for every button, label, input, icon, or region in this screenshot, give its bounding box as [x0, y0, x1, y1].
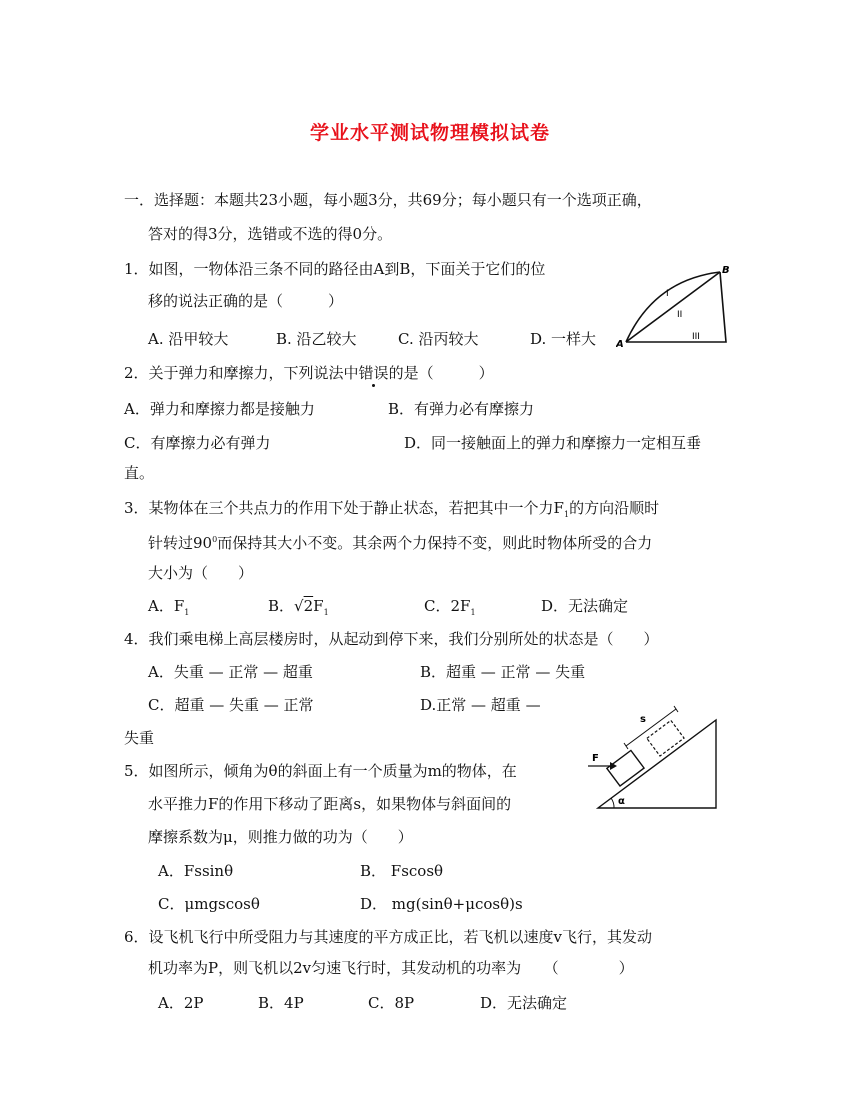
q3-option-d: D．无法确定 — [541, 597, 629, 615]
q5-stem-line1: 5．如图所示，倾角为θ的斜面上有一个质量为m的物体，在 — [124, 762, 517, 780]
q4-option-a: A．失重 — 正常 — 超重 — [148, 663, 313, 681]
q2-option-a: A．弹力和摩擦力都是接触力 — [124, 400, 315, 418]
q3-line1-sub: 1 — [563, 510, 570, 519]
force-label: F — [592, 753, 599, 764]
q2-option-d-tail: 直。 — [124, 464, 155, 482]
q3-line2-a: 针转过90 — [148, 534, 213, 552]
q2-stem-a: 2．关于弹力和摩擦力，下列说法中 — [124, 364, 359, 382]
page-title: 学业水平测试物理模拟试卷 — [309, 122, 550, 144]
q3-stem-line2 — [148, 530, 652, 553]
q3-option-b-radicand: 2 — [303, 597, 314, 615]
q1-stem-line2: 移的说法正确的是（ ） — [148, 292, 344, 310]
q2-option-d: D．同一接触面上的弹力和摩擦力一定相互垂 — [404, 434, 702, 452]
path-i-label: I — [666, 289, 669, 299]
q3-option-b-sub: 1 — [323, 608, 329, 617]
q6-option-b: B．4P — [258, 994, 304, 1012]
q6-option-a: A．2P — [158, 994, 204, 1012]
section-instructions-line2: 答对的得3分，选错或不选的得0分。 — [148, 225, 393, 243]
q3-stem-line1 — [124, 498, 659, 525]
q3-line1-a: 3．某物体在三个共点力的作用下处于静止状态，若把其中一个力F — [124, 499, 564, 517]
block-dashed-group — [647, 720, 684, 756]
q6-option-c: C．8P — [368, 994, 415, 1012]
q4-option-d-tail: 失重 — [124, 729, 155, 747]
q1-option-c: C. 沿丙较大 — [398, 330, 479, 348]
q1-option-d: D. 一样大 — [530, 330, 597, 348]
distance-label: s — [640, 714, 646, 725]
q3-option-b-post: F — [313, 597, 324, 615]
q2-stem — [124, 363, 494, 383]
angle-label: α — [618, 796, 625, 807]
q2-emph-text: 错误 — [358, 364, 389, 382]
path-ii-label: II — [677, 310, 683, 320]
block-dashed — [647, 720, 684, 756]
distance-tick-end — [674, 706, 678, 712]
q3-option-a-text: A．F — [148, 597, 185, 615]
q2-option-c: C．有摩擦力必有弹力 — [124, 434, 271, 452]
q3-option-c-text: C．2F — [424, 597, 471, 615]
q3-option-c — [424, 596, 476, 623]
q6-option-d: D．无法确定 — [480, 994, 568, 1012]
q1-path-figure — [616, 262, 734, 348]
distance-line — [626, 709, 676, 746]
q3-line1-b: 的方向沿顺时 — [569, 499, 660, 517]
q3-option-a — [148, 596, 189, 623]
q4-option-d: D.正常 — 超重 — — [420, 696, 541, 714]
q1-option-a: A. 沿甲较大 — [148, 330, 229, 348]
q3-option-a-sub: 1 — [184, 608, 190, 617]
q6-stem-line2: 机功率为P，则飞机以2v匀速飞行时，其发动机的功率为 （ ） — [148, 959, 634, 977]
q5-option-b: B． Fscosθ — [360, 862, 444, 880]
angle-arc — [611, 798, 614, 808]
q3-stem-line3: 大小为（ ） — [148, 564, 254, 582]
q5-incline-figure — [588, 700, 724, 812]
q5-stem-line2: 水平推力F的作用下移动了距离s，如果物体与斜面间的 — [148, 795, 512, 813]
q4-option-b: B．超重 — 正常 — 失重 — [420, 663, 586, 681]
point-a-label: A — [616, 339, 624, 348]
q6-stem-line1: 6．设飞机飞行中所受阻力与其速度的平方成正比，若飞机以速度v飞行，其发动 — [124, 928, 653, 946]
q1-stem-line1: 1．如图，一物体沿三条不同的路径由A到B，下面关于它们的位 — [124, 260, 546, 278]
q3-option-b-pre: B． — [268, 597, 295, 615]
q4-option-c: C．超重 — 失重 — 正常 — [148, 696, 314, 714]
q3-option-c-sub: 1 — [470, 608, 476, 617]
q3-line2-sup: 0 — [212, 535, 218, 544]
distance-tick-start — [624, 743, 628, 749]
q5-option-c: C．μmgscosθ — [158, 895, 260, 913]
q5-stem-line3: 摩擦系数为μ，则推力做的功为（ ） — [148, 828, 413, 846]
q2-option-b: B．有弹力必有摩擦力 — [388, 400, 535, 418]
point-b-label: B — [722, 265, 730, 276]
q3-line2-b: 而保持其大小不变。其余两个力保持不变，则此时物体所受的合力 — [217, 534, 653, 552]
q2-stem-emphasis — [359, 364, 389, 382]
path-ii-line — [626, 272, 720, 342]
q3-option-b: B．$√2F_1$ — [268, 597, 329, 617]
q5-option-a: A．Fssinθ — [158, 862, 234, 880]
q5-option-d: D． mg(sinθ+μcosθ)s — [360, 895, 523, 913]
q2-stem-b: 的是（ ） — [388, 364, 494, 382]
q4-stem: 4．我们乘电梯上高层楼房时，从起动到停下来，我们分别所处的状态是（ ） — [124, 630, 659, 648]
section-instructions-line1: 一．选择题：本题共23小题，每小题3分，共69分；每小题只有一个选项正确， — [124, 191, 652, 209]
path-iii-label: III — [692, 332, 700, 342]
q1-option-b: B. 沿乙较大 — [276, 330, 357, 348]
